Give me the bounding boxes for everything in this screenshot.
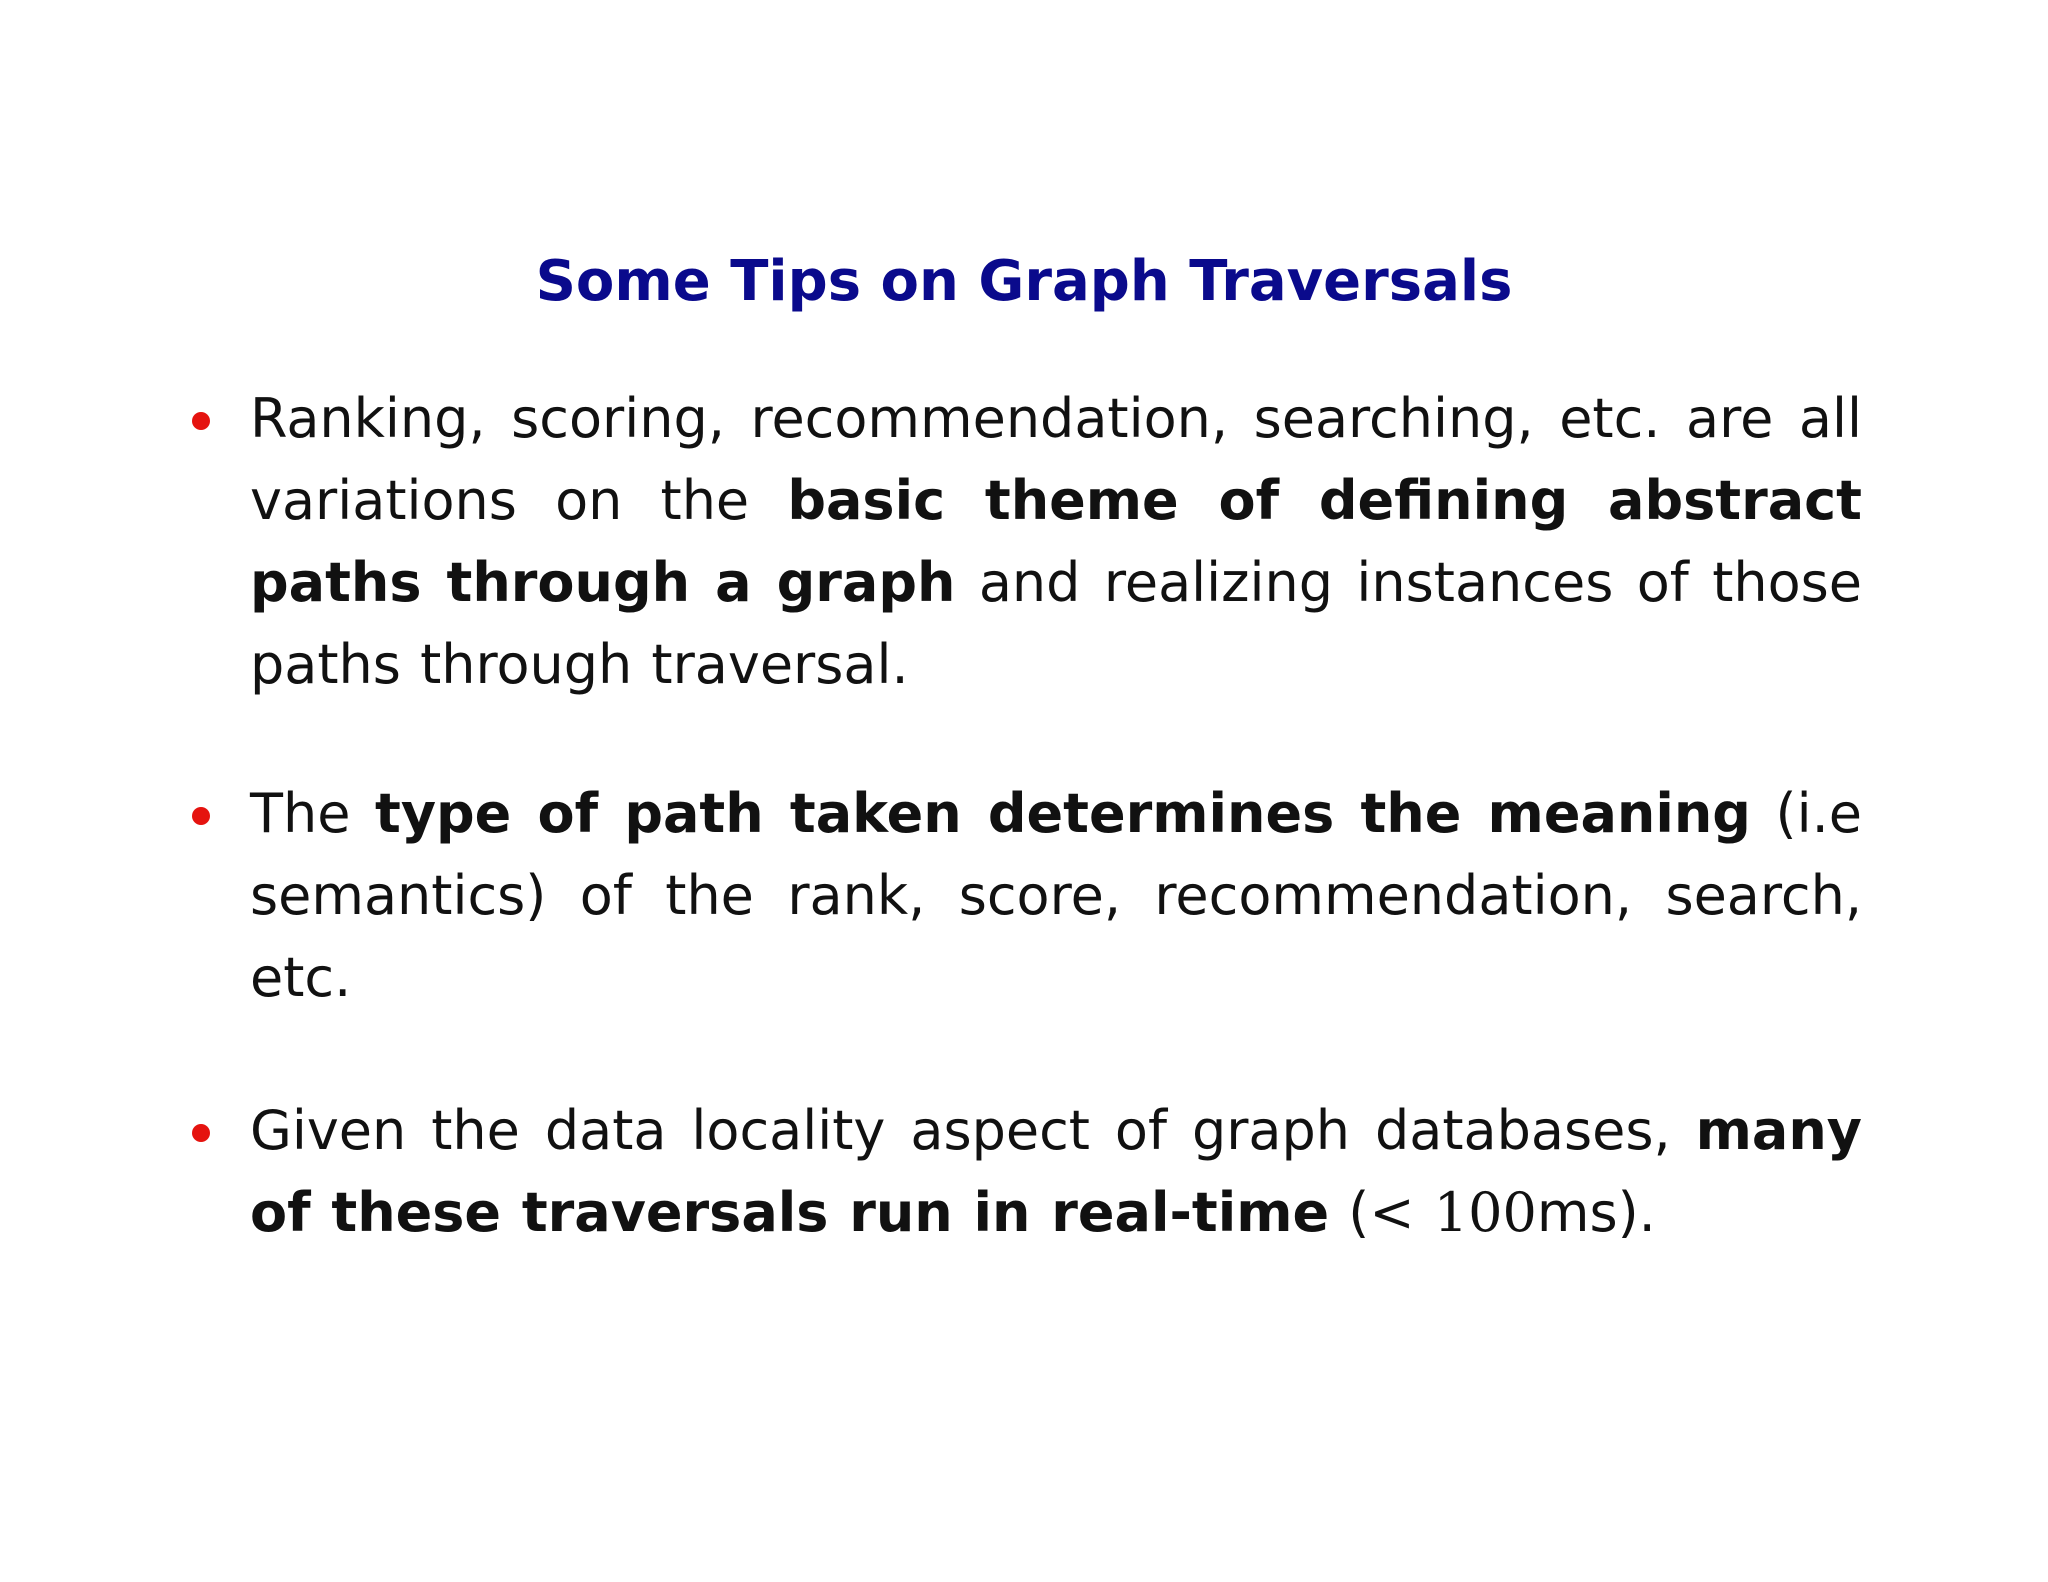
bullet-item bbox=[250, 378, 1862, 706]
bullet-dot-icon bbox=[192, 1124, 210, 1142]
bullet-dot-icon bbox=[192, 807, 210, 825]
bullet-text-segment: (i.e semantics) of the rank, score, recommendation, search, etc. bbox=[250, 782, 1862, 1009]
bullet-emphasis: many of these traversals run in real-time bbox=[250, 1099, 1862, 1244]
bullet-text-segment: Given the data locality aspect of graph databases, bbox=[250, 1099, 1696, 1162]
bullet-text-segment: ms). bbox=[1536, 1181, 1656, 1244]
bullet-text-segment: The bbox=[250, 782, 376, 845]
math-expression: < 100 bbox=[1369, 1181, 1537, 1244]
bullet-item bbox=[250, 773, 1862, 1019]
bullet-text-segment: ( bbox=[1329, 1181, 1370, 1244]
bullet-text-segment: Ranking, scoring, recommendation, searching, etc. are all variations on the bbox=[250, 387, 1862, 532]
slide-title: Some Tips on Graph Traversals bbox=[535, 249, 1513, 314]
bullet-item bbox=[250, 1090, 1862, 1254]
bullet-emphasis: basic theme of defining abstract paths through a graph bbox=[250, 469, 1862, 614]
bullet-text-segment: and realizing instances of those paths through traversal. bbox=[250, 551, 1862, 696]
bullet-dot-icon bbox=[192, 412, 210, 430]
bullet-emphasis: type of path taken determines the meaning bbox=[375, 782, 1751, 845]
